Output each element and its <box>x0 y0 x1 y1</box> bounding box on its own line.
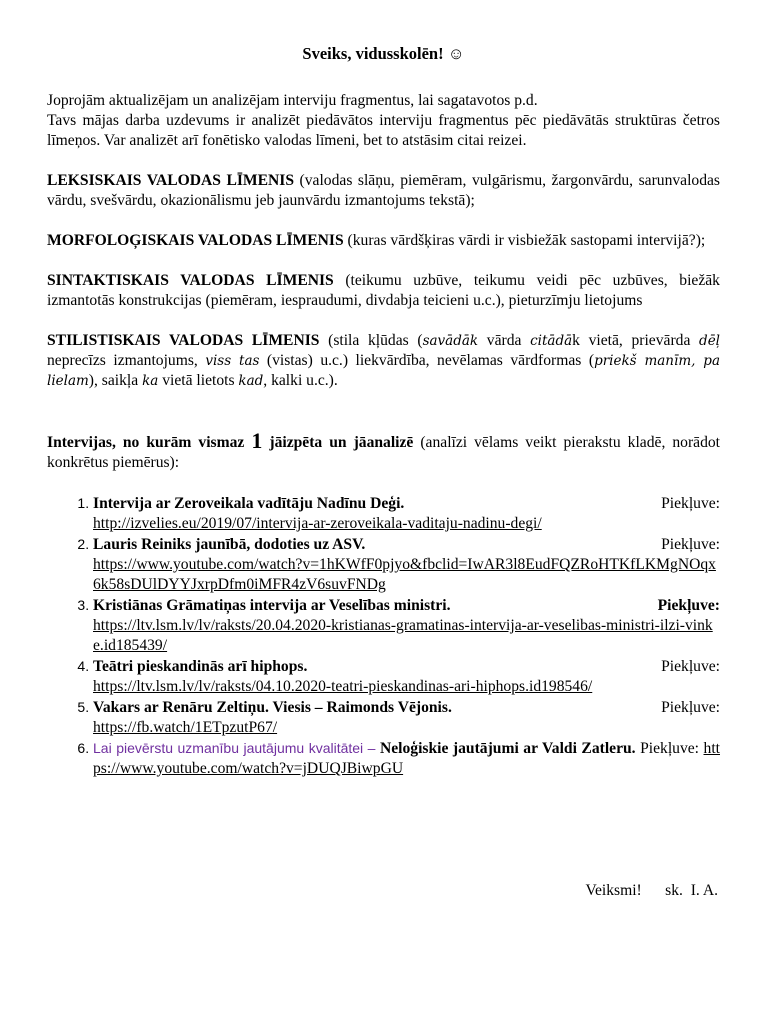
lexical-level-heading: LEKSISKAIS VALODAS LĪMENIS <box>47 172 295 189</box>
interview-link[interactable]: https://ltv.lsm.lv/lv/raksts/20.04.2020-kristianas-gramatinas-intervija-ar-veselibas-ministri-ilzi-vinke.id185439/ <box>93 617 713 654</box>
interview-item: 1. Intervija ar Zeroveikala vadītāju Nadīnu Deģi. Piekļuve: http://izvelies.eu/2019/07/intervija-ar-zeroveikala-vaditaju-nadinu-degi/ <box>93 493 720 534</box>
intro-line-2: Tavs mājas darba uzdevums ir analizēt piedāvātos interviju fragmentus pēc piedāvātās struktūras četros līmeņos. Var analizēt arī fonētisko valodas līmeni, bet to atstāsim citai reizei. <box>47 112 720 149</box>
interview-link[interactable]: https://www.youtube.com/watch?v=jDUQJBiwpGU <box>93 740 720 777</box>
interview-list <box>47 493 720 779</box>
interview-link[interactable]: https://ltv.lsm.lv/lv/raksts/04.10.2020-teatri-pieskandinas-ari-hiphops.id198546/ <box>93 678 593 695</box>
example-word: kad <box>238 373 264 389</box>
example-word: priekš manīm, pa lielam <box>47 353 720 389</box>
intro-line-1: Joprojām aktualizējam un analizējam interviju fragmentus, lai sagatavotos p.d. <box>47 92 538 109</box>
example-word: savādāk <box>422 333 479 349</box>
example-word: citādā <box>530 333 573 349</box>
example-word: dēļ <box>699 333 720 349</box>
interview-title: 1. Intervija ar Zeroveikala vadītāju Nadīnu Deģi. <box>93 495 405 512</box>
interview-item: 2. Lauris Reiniks jaunībā, dodoties uz ASV. Piekļuve: https://www.youtube.com/watch?v=1hKWfF0pjyo&fbclid=IwAR3l8EudFQZRoHTKfLKMgNOqx6k58sDUlDYYJxrpDfm0iMFR4zV6suvFNDg <box>93 534 720 595</box>
interview-title: 2. Lauris Reiniks jaunībā, dodoties uz ASV. <box>93 536 366 553</box>
interview-item: 4. Teātri pieskandinās arī hiphops. Piekļuve: https://ltv.lsm.lv/lv/raksts/04.10.2020-teatri-pieskandinas-ari-hiphops.id198546/ <box>93 656 720 697</box>
interview-title: 4. Teātri pieskandinās arī hiphops. <box>93 658 308 675</box>
syntactic-level-heading: SINTAKTISKAIS VALODAS LĪMENIS <box>47 272 334 289</box>
interview-item: 6. Lai pievērstu uzmanību jautājumu kvalitātei – Neloģiskie jautājumi ar Valdi Zatleru. Piekļuve: https://www.youtube.com/watch?v=jDUQJBiwpGU <box>93 738 720 779</box>
interview-link[interactable]: https://fb.watch/1ETpzutP67/ <box>93 719 278 736</box>
lexical-level-paragraph: LEKSISKAIS VALODAS LĪMENIS (valodas slāņu, piemēram, vulgārismu, žargonvārdu, sarunvalodas vārdu, svešvārdu, okazionālismu jeb jaunvārdu izmantojums tekstā); <box>47 172 720 209</box>
signoff <box>585 881 718 901</box>
example-word: ka <box>142 373 159 389</box>
signoff-author: sk. I. A. <box>665 882 718 899</box>
interview-title: 3. Kristiānas Grāmatiņas intervija ar Veselības ministri. <box>93 597 451 614</box>
interview-link[interactable]: https://www.youtube.com/watch?v=1hKWfF0pjyo&fbclid=IwAR3l8EudFQZRoHTKfLKMgNOqx6k58sDUlDYYJxrpDfm0iMFR4zV6suvFNDg <box>93 556 716 593</box>
morphological-level-heading: MORFOLOĢISKAIS VALODAS LĪMENIS <box>47 232 344 249</box>
signoff-text: Veiksmi! <box>585 882 642 899</box>
example-word: viss tas <box>205 353 260 369</box>
morphological-level-paragraph: MORFOLOĢISKAIS VALODAS LĪMENIS (kuras vārdšķiras vārdi ir visbiežāk sastopami intervijā?); <box>47 232 706 249</box>
interview-item: 3. Kristiānas Grāmatiņas intervija ar Veselības ministri. Piekļuve: https://ltv.lsm.lv/lv/raksts/20.04.2020-kristianas-gramatinas-intervija-ar-veselibas-ministri-ilzi-vinke.id185439/ <box>93 595 720 656</box>
stylistic-level-paragraph: STILISTISKAIS VALODAS LĪMENIS (stila kļūdas (savādāk vārda citādāk vietā, prievārda dēļ neprecīzs izmantojums, viss tas (vistas) u.c.) liekvārdība, nevēlamas vārdformas (priekš manīm, pa lielam), saikļa ka vietā lietots kad, kalki u.c.). <box>47 332 720 389</box>
interview-title: Neloģiskie jautājumi ar Valdi Zatleru. <box>379 740 636 757</box>
interview-item: 5. Vakars ar Renāru Zeltiņu. Viesis – Raimonds Vējonis. Piekļuve: https://fb.watch/1ETpzutP67/ <box>93 697 720 738</box>
syntactic-level-paragraph: SINTAKTISKAIS VALODAS LĪMENIS (teikumu uzbūve, teikumu veidi pēc uzbūves, biežāk izmantotās konstrukcijas (piemēram, iespraudumi, divdabja teicieni u.c.), pieturzīmju lietojums <box>47 272 720 309</box>
interview-link[interactable]: http://izvelies.eu/2019/07/intervija-ar-zeroveikala-vaditaju-nadinu-degi/ <box>93 515 542 532</box>
task-paragraph: Intervijas, no kurām vismaz 1 jāizpēta un jāanalizē (analīzi vēlams veikt pierakstu kladē, norādot konkrētus piemērus): <box>47 428 720 471</box>
interview-title: 5. Vakars ar Renāru Zeltiņu. Viesis – Raimonds Vējonis. <box>93 699 452 716</box>
stylistic-level-heading: STILISTISKAIS VALODAS LĪMENIS <box>47 332 320 349</box>
page-title: Sveiks, vidusskolēn! ☺ <box>302 44 465 63</box>
interview-note: Lai pievērstu uzmanību jautājumu kvalitātei – <box>93 740 376 756</box>
minimum-count: 1 <box>251 428 263 453</box>
